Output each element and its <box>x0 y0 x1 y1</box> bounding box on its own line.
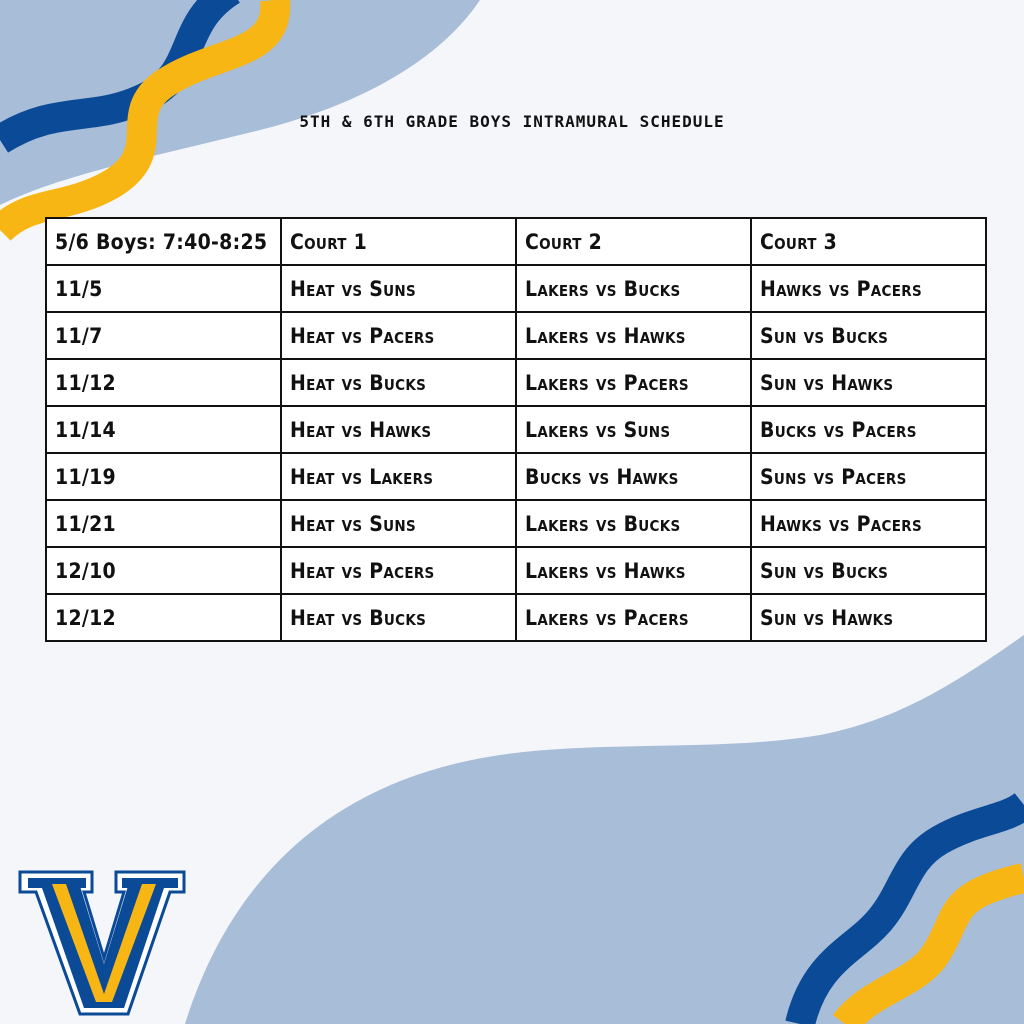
court-2-game: Bucks vs Hawks <box>516 453 751 500</box>
bottom-right-blob <box>185 635 1024 1024</box>
court-1-game: Heat vs Suns <box>281 500 516 547</box>
table-row <box>46 359 986 406</box>
header-time: 5/6 Boys: 7:40-8:25 <box>46 218 281 265</box>
court-2-game: Lakers vs Suns <box>516 406 751 453</box>
court-3-game: Sun vs Hawks <box>751 359 986 406</box>
court-3-game: Hawks vs Pacers <box>751 265 986 312</box>
table-row <box>46 500 986 547</box>
court-2-game: Lakers vs Pacers <box>516 594 751 641</box>
header-court-3: Court 3 <box>751 218 986 265</box>
page-title: 5TH & 6TH GRADE BOYS INTRAMURAL SCHEDULE <box>299 112 725 131</box>
court-2-game: Lakers vs Pacers <box>516 359 751 406</box>
header-court-2: Court 2 <box>516 218 751 265</box>
court-1-game: Heat vs Bucks <box>281 359 516 406</box>
court-2-game: Lakers vs Bucks <box>516 265 751 312</box>
date-cell: 12/10 <box>46 547 281 594</box>
court-3-game: Hawks vs Pacers <box>751 500 986 547</box>
date-cell: 11/12 <box>46 359 281 406</box>
date-cell: 11/5 <box>46 265 281 312</box>
date-cell: 11/14 <box>46 406 281 453</box>
court-1-game: Heat vs Pacers <box>281 547 516 594</box>
schedule-table <box>45 217 987 642</box>
date-cell: 11/21 <box>46 500 281 547</box>
date-cell: 12/12 <box>46 594 281 641</box>
table-row <box>46 453 986 500</box>
court-3-game: Sun vs Bucks <box>751 547 986 594</box>
court-3-game: Sun vs Hawks <box>751 594 986 641</box>
court-2-game: Lakers vs Hawks <box>516 547 751 594</box>
v-logo-icon <box>18 868 186 1016</box>
court-1-game: Heat vs Hawks <box>281 406 516 453</box>
court-1-game: Heat vs Bucks <box>281 594 516 641</box>
court-1-game: Heat vs Suns <box>281 265 516 312</box>
table-row <box>46 312 986 359</box>
date-cell: 11/7 <box>46 312 281 359</box>
court-2-game: Lakers vs Bucks <box>516 500 751 547</box>
court-3-game: Bucks vs Pacers <box>751 406 986 453</box>
court-3-game: Suns vs Pacers <box>751 453 986 500</box>
date-cell: 11/19 <box>46 453 281 500</box>
table-row <box>46 547 986 594</box>
header-court-1: Court 1 <box>281 218 516 265</box>
header-row <box>46 218 986 265</box>
table-row <box>46 594 986 641</box>
court-1-game: Heat vs Pacers <box>281 312 516 359</box>
court-3-game: Sun vs Bucks <box>751 312 986 359</box>
court-1-game: Heat vs Lakers <box>281 453 516 500</box>
table-row <box>46 265 986 312</box>
table-row <box>46 406 986 453</box>
court-2-game: Lakers vs Hawks <box>516 312 751 359</box>
